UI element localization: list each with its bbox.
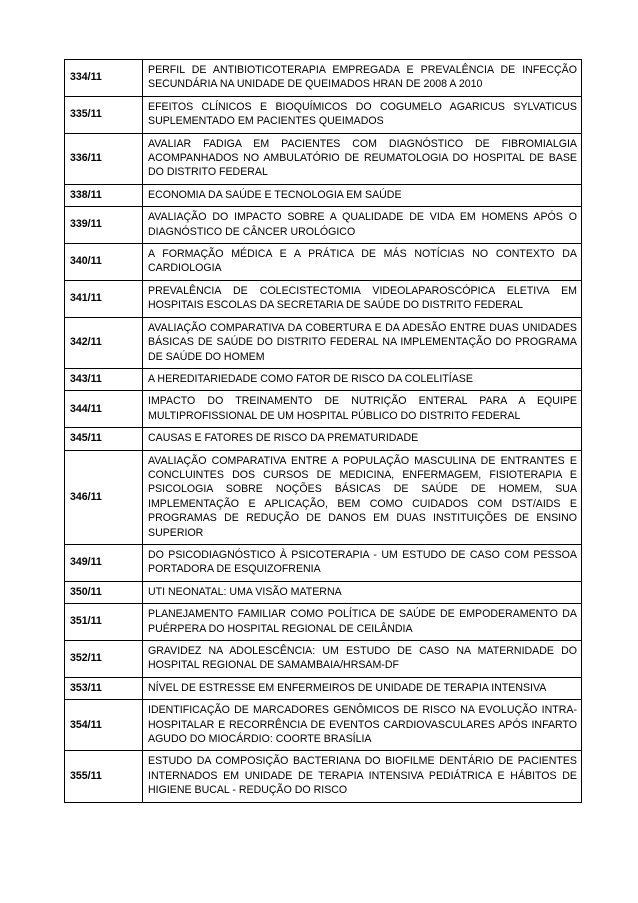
- table-row: [65, 96, 582, 133]
- project-code: 340/11: [65, 244, 143, 281]
- project-code: 346/11: [65, 450, 143, 544]
- project-title: CAUSAS E FATORES DE RISCO DA PREMATURIDADE: [143, 428, 582, 450]
- project-code: 336/11: [65, 133, 143, 184]
- table-row: [65, 677, 582, 699]
- table-row: [65, 368, 582, 390]
- table-row: [65, 280, 582, 317]
- project-title: AVALIAÇÃO COMPARATIVA ENTRE A POPULAÇÃO MASCULINA DE ENTRANTES E CONCLUINTES DOS CURSOS DE MEDICINA, ENFERMAGEM, FISIOTERAPIA E PSICOLOGIA SOBRE NOÇÕES BÁSICAS DE SAÚDE DE HOMEM, SUA IMPLEMENTAÇÃO E APLICAÇÃO, BEM COMO CUIDADOS COM DST/AIDS E PROGRAMAS DE REDUÇÃO DE DANOS EM DUAS INSTITUIÇÕES DE ENSINO SUPERIOR: [143, 450, 582, 544]
- table-row: [65, 244, 582, 281]
- project-code: 355/11: [65, 751, 143, 802]
- project-code: 349/11: [65, 544, 143, 581]
- project-title: GRAVIDEZ NA ADOLESCÊNCIA: UM ESTUDO DE CASO NA MATERNIDADE DO HOSPITAL REGIONAL DE SAMAMBAIA/HRSAM-DF: [143, 641, 582, 678]
- project-title: PREVALÊNCIA DE COLECISTECTOMIA VIDEOLAPAROSCÓPICA ELETIVA EM HOSPITAIS ESCOLAS DA SECRETARIA DE SAÚDE DO DISTRITO FEDERAL: [143, 280, 582, 317]
- table-row: [65, 581, 582, 603]
- table-row: [65, 450, 582, 544]
- project-title: EFEITOS CLÍNICOS E BIOQUÍMICOS DO COGUMELO AGARICUS SYLVATICUS SUPLEMENTADO EM PACIENTES QUEIMADOS: [143, 96, 582, 133]
- table-row: [65, 60, 582, 97]
- registry-table-body: [65, 60, 582, 803]
- project-code: 351/11: [65, 604, 143, 641]
- project-title: ESTUDO DA COMPOSIÇÃO BACTERIANA DO BIOFILME DENTÁRIO DE PACIENTES INTERNADOS EM UNIDADE DE TERAPIA INTENSIVA PEDIÁTRICA E HÁBITOS DE HIGIENE BUCAL - REDUÇÃO DO RISCO: [143, 751, 582, 802]
- project-title: ECONOMIA DA SAÚDE E TECNOLOGIA EM SAÚDE: [143, 184, 582, 206]
- table-row: [65, 133, 582, 184]
- project-code: 350/11: [65, 581, 143, 603]
- project-title: PERFIL DE ANTIBIOTICOTERAPIA EMPREGADA E PREVALÊNCIA DE INFECÇÃO SECUNDÁRIA NA UNIDADE DE QUEIMADOS HRAN DE 2008 A 2010: [143, 60, 582, 97]
- project-code: 338/11: [65, 184, 143, 206]
- project-code: 345/11: [65, 428, 143, 450]
- project-title: IMPACTO DO TREINAMENTO DE NUTRIÇÃO ENTERAL PARA A EQUIPE MULTIPROFISSIONAL DE UM HOSPITAL PÚBLICO DO DISTRITO FEDERAL: [143, 391, 582, 428]
- table-row: [65, 641, 582, 678]
- project-code: 335/11: [65, 96, 143, 133]
- project-title: AVALIAR FADIGA EM PACIENTES COM DIAGNÓSTICO DE FIBROMIALGIA ACOMPANHADOS NO AMBULATÓRIO DE REUMATOLOGIA DO HOSPITAL DE BASE DO DISTRITO FEDERAL: [143, 133, 582, 184]
- table-row: [65, 544, 582, 581]
- project-code: 343/11: [65, 368, 143, 390]
- project-code: 342/11: [65, 317, 143, 368]
- project-code: 339/11: [65, 207, 143, 244]
- table-row: [65, 207, 582, 244]
- table-row: [65, 391, 582, 428]
- project-code: 352/11: [65, 641, 143, 678]
- project-title: IDENTIFICAÇÃO DE MARCADORES GENÔMICOS DE RISCO NA EVOLUÇÃO INTRA-HOSPITALAR E RECORRÊNCIA DE EVENTOS CARDIOVASCULARES APÓS INFARTO AGUDO DO MIOCÁRDIO: COORTE BRASÍLIA: [143, 700, 582, 751]
- project-registry-table: [64, 59, 582, 803]
- table-row: [65, 700, 582, 751]
- table-row: [65, 751, 582, 802]
- document-page: [64, 59, 582, 803]
- project-title: DO PSICODIAGNÓSTICO À PSICOTERAPIA - UM ESTUDO DE CASO COM PESSOA PORTADORA DE ESQUIZOFRENIA: [143, 544, 582, 581]
- project-title: A HEREDITARIEDADE COMO FATOR DE RISCO DA COLELITÍASE: [143, 368, 582, 390]
- project-title: A FORMAÇÃO MÉDICA E A PRÁTICA DE MÁS NOTÍCIAS NO CONTEXTO DA CARDIOLOGIA: [143, 244, 582, 281]
- project-title: UTI NEONATAL: UMA VISÃO MATERNA: [143, 581, 582, 603]
- table-row: [65, 317, 582, 368]
- table-row: [65, 428, 582, 450]
- project-code: 354/11: [65, 700, 143, 751]
- project-title: PLANEJAMENTO FAMILIAR COMO POLÍTICA DE SAÚDE DE EMPODERAMENTO DA PUÉRPERA DO HOSPITAL REGIONAL DE CEILÂNDIA: [143, 604, 582, 641]
- project-code: 341/11: [65, 280, 143, 317]
- project-title: NÍVEL DE ESTRESSE EM ENFERMEIROS DE UNIDADE DE TERAPIA INTENSIVA: [143, 677, 582, 699]
- table-row: [65, 604, 582, 641]
- project-code: 334/11: [65, 60, 143, 97]
- project-title: AVALIAÇÃO COMPARATIVA DA COBERTURA E DA ADESÃO ENTRE DUAS UNIDADES BÁSICAS DE SAÚDE DO DISTRITO FEDERAL NA IMPLEMENTAÇÃO DO PROGRAMA DE SAÚDE DO HOMEM: [143, 317, 582, 368]
- project-title: AVALIAÇÃO DO IMPACTO SOBRE A QUALIDADE DE VIDA EM HOMENS APÓS O DIAGNÓSTICO DE CÂNCER UROLÓGICO: [143, 207, 582, 244]
- table-row: [65, 184, 582, 206]
- project-code: 353/11: [65, 677, 143, 699]
- project-code: 344/11: [65, 391, 143, 428]
